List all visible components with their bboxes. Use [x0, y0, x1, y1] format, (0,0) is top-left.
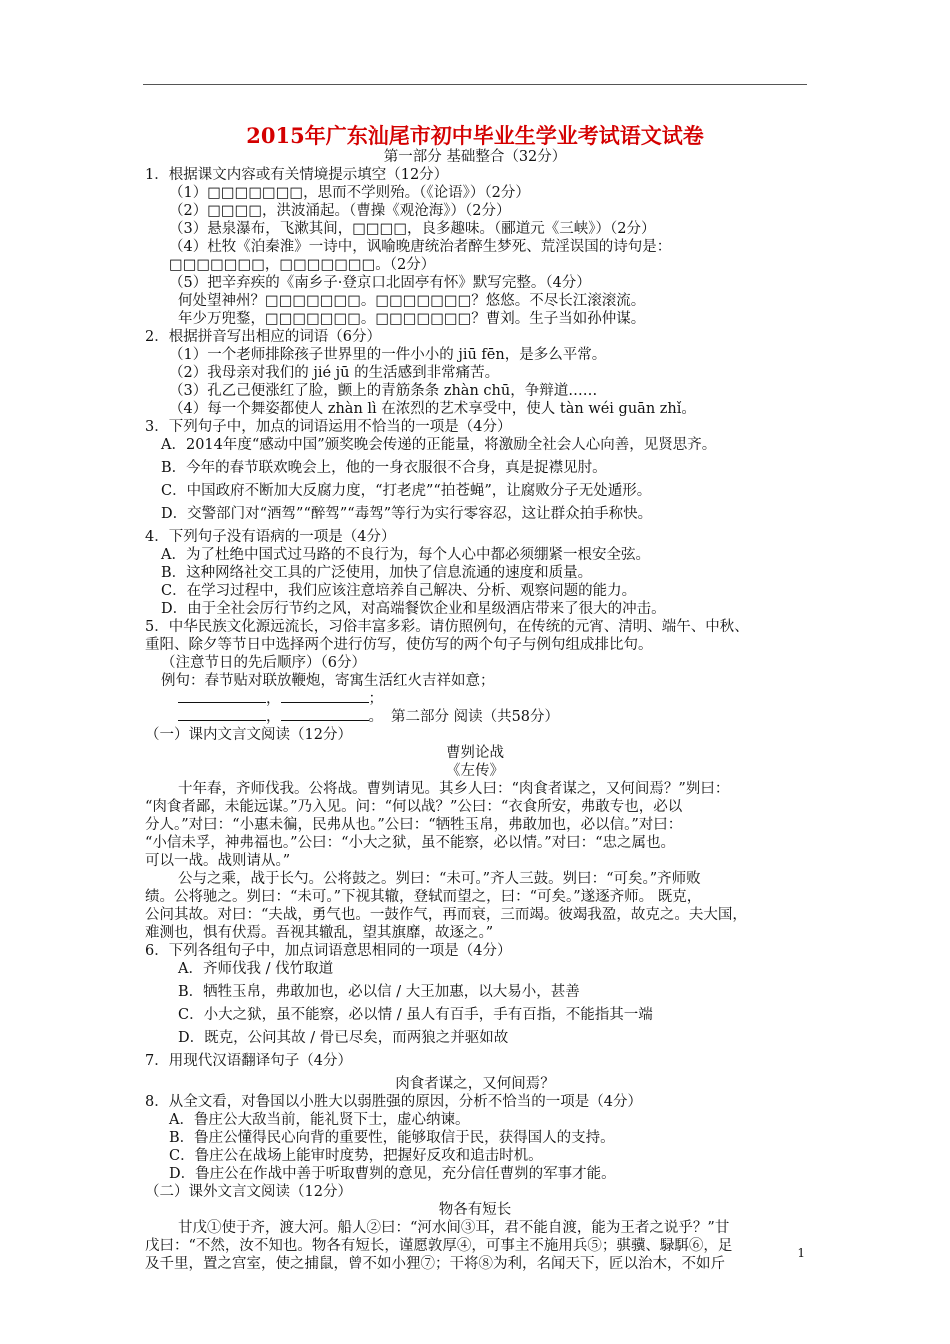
question-6-option-c: C．小大之狱，虽不能察，必以情 / 虽人有百手，手有百指，不能指其一端 [178, 1007, 653, 1023]
question-5: 5．中华民族文化源远流长，习俗丰富多彩。请仿照例句，在传统的元宵、清明、端午、中秋、 [145, 619, 749, 635]
question-8-option-c: C．鲁庄公在战场上能审时度势，把握好反攻和追击时机。 [169, 1148, 543, 1164]
passage-2-line: 及千里，置之宫室，使之捕鼠，曾不如小狸⑦；干将⑧为利，名闻天下，匠以治木，不如斤 [145, 1256, 725, 1272]
passage-1-source: 《左传》 [446, 763, 504, 779]
answer-blank[interactable] [281, 690, 369, 703]
question-5-note: （注意节日的先后顺序）（6分） [161, 655, 366, 671]
question-3: 3．下列句子中，加点的词语运用不恰当的一项是（4分） [145, 419, 512, 435]
question-8-option-a: A．鲁庄公大敌当前，能礼贤下士，虚心纳谏。 [169, 1112, 470, 1128]
question-8-option-b: B．鲁庄公懂得民心向背的重要性，能够取信于民，获得国人的支持。 [169, 1130, 615, 1146]
passage-1-title: 曹刿论战 [446, 745, 504, 761]
question-2-item-1: （1）一个老师排除孩子世界里的一件小小的 jiū fēn，是多么平常。 [169, 347, 607, 363]
section-heading-part2: 第二部分 阅读（共58分） [390, 709, 560, 725]
question-7: 7．用现代汉语翻译句子（4分） [145, 1053, 352, 1069]
passage-1-line: 十年春，齐师伐我。公将战。曹刿请见。其乡人曰：“肉食者谋之，又何间焉？”刿曰： [178, 781, 730, 797]
subsection-2-heading: （二）课外文言文阅读（12分） [145, 1184, 352, 1200]
question-3-option-c: C．中国政府不断加大反腐力度，“打老虎”“拍苍蝇”，让腐败分子无处遁形。 [161, 483, 652, 499]
header-rule [143, 84, 807, 85]
question-5-line-2: 重阳、除夕等节日中选择两个进行仿写，使仿写的两个句子与例句组成排比句。 [145, 637, 653, 653]
passage-1-line: 分人。”对曰：“小惠未徧，民弗从也。”公曰：“牺牲玉帛，弗敢加也，必以信。”对曰： [145, 817, 683, 833]
poem-line-1: 何处望神州？□□□□□□□。□□□□□□□？悠悠。不尽长江滚滚流。 [178, 293, 646, 309]
answer-blank-row-2: ， 。 [178, 708, 383, 726]
passage-1-line: 公问其故。对曰：“夫战，勇气也。一鼓作气，再而衰，三而竭。彼竭我盈，故克之。夫大国， [145, 907, 747, 923]
question-1-item-3: （3）悬泉瀑布，飞漱其间，□□□□，良多趣味。（郦道元《三峡》）（2分） [169, 221, 656, 237]
question-2-item-4: （4）每一个舞姿都使人 zhàn lì 在浓烈的艺术享受中，使人 tàn wéi guān zhǐ。 [169, 401, 696, 417]
question-1-item-2: （2）□□□□，洪波涌起。（曹操《观沧海》）（2分） [169, 203, 511, 219]
question-4: 4．下列句子没有语病的一项是（4分） [145, 529, 396, 545]
question-2-item-3: （3）孔乙己便涨红了脸，颤上的青筋条条 zhàn chū，争辩道…… [169, 383, 598, 399]
question-4-option-b: B．这种网络社交工具的广泛使用，加快了信息流通的速度和质量。 [161, 565, 593, 581]
question-1-item-4: （4）杜牧《泊秦淮》一诗中，讽喻晚唐统治者醉生梦死、荒淫误国的诗句是： [169, 239, 672, 255]
poem-line-2: 年少万兜鍪，□□□□□□□。□□□□□□□？曹刘。生子当如孙仲谋。 [178, 311, 646, 327]
passage-1-line: 难测也，惧有伏焉。吾视其辙乱，望其旗靡，故逐之。” [145, 925, 494, 941]
question-2-item-2: （2）我母亲对我们的 jié jū 的生活感到非常痛苦。 [169, 365, 500, 381]
question-1-item-5: （5）把辛弃疾的《南乡子·登京口北固亭有怀》默写完整。（4分） [169, 275, 591, 291]
question-4-option-c: C．在学习过程中，我们应该注意培养自己解决、分析、观察问题的能力。 [161, 583, 637, 599]
question-7-sentence: 肉食者谋之，又何间焉？ [395, 1076, 555, 1092]
answer-blank[interactable] [178, 690, 266, 703]
question-8-option-d: D．鲁庄公在作战中善于听取曹刿的意见，充分信任曹刿的军事才能。 [169, 1166, 616, 1182]
question-6: 6．下列各组句子中，加点词语意思相同的一项是（4分） [145, 943, 512, 959]
question-1-item-4-blank: □□□□□□□，□□□□□□□。（2分） [169, 257, 436, 273]
question-5-example: 例句：春节贴对联放鞭炮，寄寓生活红火吉祥如意； [161, 673, 495, 689]
question-6-option-a: A．齐师伐我 / 伐竹取道 [178, 961, 334, 977]
passage-1-line: “小信未孚，神弗福也。”公曰：“小大之狱，虽不能察，必以情。”对曰：“忠之属也。 [145, 835, 676, 851]
question-6-option-b: B．牺牲玉帛，弗敢加也，必以信 / 大王加惠，以大易小，甚善 [178, 984, 580, 1000]
question-4-option-a: A．为了杜绝中国式过马路的不良行为，每个人心中都必须绷紧一根安全弦。 [161, 547, 650, 563]
page-number: 1 [797, 1246, 805, 1260]
question-2: 2．根据拼音写出相应的词语（6分） [145, 329, 381, 345]
question-6-option-d: D．既克，公问其故 / 骨已尽矣，而两狼之并驱如故 [178, 1030, 509, 1046]
answer-blank-row-1: ， ； [178, 690, 383, 708]
passage-1-line: “肉食者鄙，未能远谋。”乃入见。问：“何以战？”公曰：“衣食所安，弗敢专也，必以 [145, 799, 683, 815]
passage-2-line: 甘戊①使于齐，渡大河。船人②曰：“河水间③耳，君不能自渡，能为王者之说乎？”甘 [178, 1220, 730, 1236]
question-1: 1．根据课文内容或有关情境提示填空（12分） [145, 167, 449, 183]
question-3-option-d: D．交警部门对“酒驾”“醉驾”“毒驾”等行为实行零容忍，这让群众拍手称快。 [161, 506, 653, 522]
section-heading-part1: 第一部分 基础整合（32分） [383, 149, 567, 165]
question-4-option-d: D．由于全社会厉行节约之风，对高端餐饮企业和星级酒店带来了很大的冲击。 [161, 601, 666, 617]
question-8: 8．从全文看，对鲁国以小胜大以弱胜强的原因，分析不恰当的一项是（4分） [145, 1094, 642, 1110]
passage-1-line: 公与之乘，战于长勺。公将鼓之。刿曰：“未可。”齐人三鼓。刿曰：“可矣。”齐师败 [178, 871, 701, 887]
passage-2-title: 物各有短长 [438, 1202, 512, 1218]
passage-1-line: 绩。公将驰之。刿曰：“未可。”下视其辙，登轼而望之，曰：“可矣。”遂逐齐师。 既克， [145, 889, 702, 905]
document-title: 2015年广东汕尾市初中毕业生学业考试语文试卷 [246, 123, 704, 148]
passage-1-line: 可以一战。战则请从。” [145, 853, 291, 869]
question-1-item-1: （1）□□□□□□□，思而不学则殆。（《论语》）（2分） [169, 185, 530, 201]
question-3-option-a: A．2014年度“感动中国”颁奖晚会传递的正能量，将激励全社会人心向善，见贤思齐。 [161, 437, 717, 453]
passage-2-line: 戊曰：“不然，汝不知也。物各有短长，谨愿敦厚④，可事主不施用兵⑤；骐骥、騄駬⑥，足 [145, 1238, 733, 1254]
question-3-option-b: B．今年的春节联欢晚会上，他的一身衣服很不合身，真是捉襟见肘。 [161, 460, 607, 476]
subsection-1-heading: （一）课内文言文阅读（12分） [145, 727, 352, 743]
